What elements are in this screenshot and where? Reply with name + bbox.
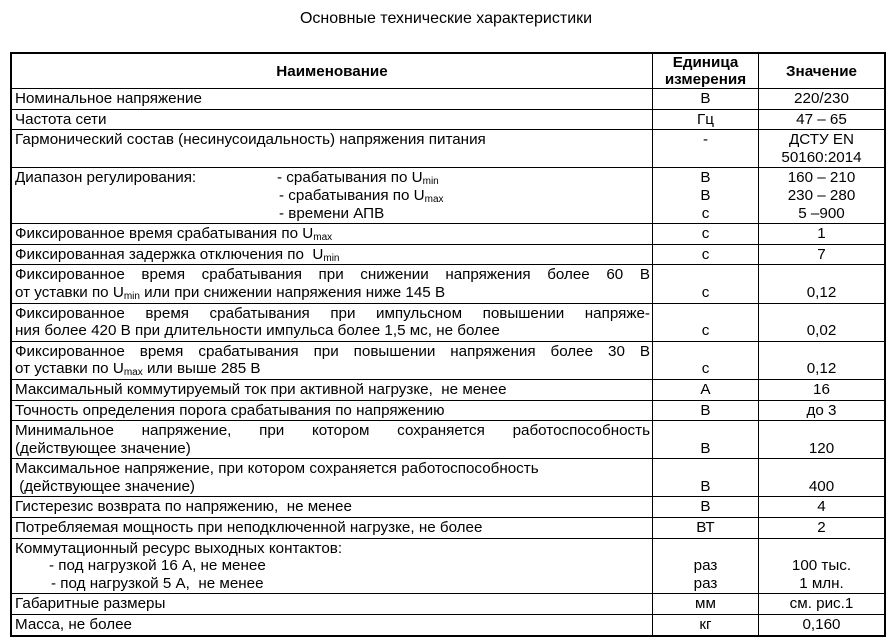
value-cell [759,518,884,538]
unit-cell [653,265,759,302]
value-cell [759,459,884,496]
spec-table-body [12,88,884,635]
cell-line: 120 [808,439,835,457]
cell-line: с [701,360,710,378]
cell-line: В [700,477,711,495]
cell-line [655,305,756,323]
table-row [12,458,884,496]
cell-line: В [700,498,711,516]
cell-line [655,343,756,361]
name-cell [12,245,653,265]
table-row [12,593,884,614]
cell-line: 4 [817,498,826,516]
name-cell [12,224,653,244]
cell-line: 1 [817,225,826,243]
cell-line [761,305,882,323]
cell-line: Коммутационный ресурс выходных контактов: [15,539,343,557]
cell-line: Фиксированное время срабатывания по $U_{max}$ [15,225,333,244]
cell-line: В [700,401,711,419]
name-cell [12,459,653,496]
unit-cell [653,130,759,167]
cell-line: Фиксированное время срабатывания при повышении напряжения более 30 В [15,342,650,360]
unit-cell [653,594,759,614]
cell-line [761,540,882,558]
header-name-label: Наименование [276,62,388,80]
cell-line: 5 –900 [798,204,845,222]
cell-line: - под нагрузкой 16 А, не менее [49,557,266,575]
cell-line: раз [693,574,718,592]
cell-line: Масса, не более [15,616,132,634]
line-lead-label: Диапазон регулирования: [15,169,197,187]
cell-line: ния более 420 В при длительности импульса более 1,5 мс, не более [15,322,500,340]
name-cell [12,497,653,517]
cell-line: от уставки по $U_{min}$ или при снижении напряжения ниже 145 В [15,283,446,302]
cell-line: Номинальное напряжение [15,90,202,107]
cell-line: Гармонический состав (несинусоидальность) напряжения питания [15,131,486,149]
cell-line: - под нагрузкой 5 А, не менее [51,574,264,592]
cell-line: ВТ [696,519,715,537]
unit-cell [653,459,759,496]
cell-line: Фиксированное время срабатывания при снижении напряжения более 60 В [15,266,650,284]
cell-line: Фиксированное время срабатывания при импульсном повышении напряже- [15,304,650,322]
value-cell [759,245,884,265]
cell-line: Гц [697,110,714,128]
cell-line [655,422,756,440]
unit-cell [653,304,759,341]
cell-line: Гистерезис возврата по напряжению, не менее [15,498,352,516]
table-row [12,109,884,130]
cell-line: ДСТУ EN [789,131,854,149]
value-cell [759,421,884,458]
cell-line [655,460,756,478]
table-row [12,264,884,302]
cell-line: 220/230 [794,90,849,107]
unit-cell [653,518,759,538]
unit-cell [653,539,759,594]
cell-line: В [700,169,711,187]
name-cell [12,130,653,167]
unit-cell [653,168,759,223]
cell-line [655,149,756,167]
cell-line: - времени АПВ [279,204,385,222]
cell-line: (действующее значение) [15,439,191,457]
header-value-label: Значение [786,62,857,80]
cell-line: Максимальный коммутируемый ток при активной нагрузке, не менее [15,380,507,398]
value-cell [759,497,884,517]
cell-line: до 3 [806,401,837,419]
unit-cell [653,615,759,635]
cell-line: 1 млн. [799,574,844,592]
cell-line: от уставки по $U_{max}$ или выше 285 В [15,360,261,379]
value-cell [759,401,884,421]
cell-line: 16 [813,380,830,398]
cell-line: 160 – 210 [787,169,856,187]
cell-line: 0,02 [806,322,837,340]
name-cell [12,168,653,223]
value-cell [759,265,884,302]
table-row [12,420,884,458]
cell-line: А [700,380,711,398]
cell-line: Диапазон регулирования: - срабатывания по $U_{min}$ [15,169,439,188]
cell-line: 7 [817,245,826,263]
cell-line: Потребляемая мощность при неподключенной нагрузке, не более [15,519,483,537]
unit-cell [653,245,759,265]
table-row [12,379,884,400]
cell-line: с [701,245,710,263]
table-row [12,303,884,341]
value-cell [759,615,884,635]
cell-line: с [701,225,710,243]
table-row [12,517,884,538]
cell-line: 50160:2014 [781,148,862,166]
spec-table [10,52,886,637]
table-row [12,167,884,223]
cell-line: с [701,204,710,222]
cell-line [655,540,756,558]
cell-line: 100 тыс. [791,557,852,575]
cell-line: кг [699,616,712,634]
header-value-cell [759,54,884,88]
cell-line: 47 – 65 [796,110,847,128]
table-row [12,538,884,594]
table-row [12,496,884,517]
cell-line [761,343,882,361]
cell-line: - [702,131,709,149]
value-cell [759,130,884,167]
value-cell [759,342,884,379]
name-cell [12,380,653,400]
name-cell [12,401,653,421]
value-cell [759,224,884,244]
cell-line: раз [693,557,718,575]
cell-line: Частота сети [15,110,107,128]
cell-line: (действующее значение) [15,477,195,495]
cell-line: Точность определения порога срабатывания по напряжению [15,401,445,419]
name-cell [12,615,653,635]
name-cell [12,594,653,614]
table-header-row [12,54,884,88]
name-cell [12,304,653,341]
unit-cell [653,342,759,379]
cell-line: см. рис.1 [789,595,854,613]
table-row [12,244,884,265]
name-cell [12,110,653,130]
cell-line: В [700,439,711,457]
name-cell [12,89,653,109]
table-row [12,341,884,379]
name-cell [12,518,653,538]
unit-cell [653,89,759,109]
header-unit-label-line1: Единица [672,54,739,71]
unit-cell [653,497,759,517]
page-title: Основные технические характеристики [299,10,593,27]
unit-cell [653,224,759,244]
cell-line: с [701,322,710,340]
value-cell [759,304,884,341]
cell-line: В [700,90,711,107]
unit-cell [653,421,759,458]
cell-line [655,266,756,284]
name-cell [12,421,653,458]
table-row [12,88,884,109]
cell-line: 2 [817,519,826,537]
unit-cell [653,401,759,421]
cell-line: Фиксированная задержка отключения по $U_{min}$ [15,245,340,264]
cell-line: с [701,283,710,301]
table-row [12,129,884,167]
name-cell [12,265,653,302]
cell-line: 0,12 [806,283,837,301]
cell-line [761,422,882,440]
cell-line: Максимальное напряжение, при котором сохраняется работоспособность [15,460,539,478]
cell-line [761,460,882,478]
table-row [12,614,884,635]
name-cell [12,539,653,594]
cell-line: В [700,186,711,204]
cell-line: 0,12 [806,360,837,378]
value-cell [759,89,884,109]
cell-line: Минимальное напряжение, при котором сохраняется работоспособность [15,422,650,440]
header-name-cell [12,54,653,88]
value-cell [759,110,884,130]
cell-line: Габаритные размеры [15,595,166,613]
cell-line: - срабатывания по $U_{max}$ [279,186,444,205]
value-cell [759,380,884,400]
cell-line [15,149,650,167]
header-unit-label-line2: измерения [664,71,747,88]
name-cell [12,342,653,379]
table-row [12,223,884,244]
value-cell [759,539,884,594]
header-unit-cell [653,54,759,88]
cell-line [761,266,882,284]
value-cell [759,168,884,223]
unit-cell [653,110,759,130]
cell-line: 230 – 280 [787,186,856,204]
cell-line: 400 [808,477,835,495]
table-row [12,400,884,421]
cell-line: 0,160 [802,616,841,634]
value-cell [759,594,884,614]
unit-cell [653,380,759,400]
cell-line: мм [695,595,716,613]
